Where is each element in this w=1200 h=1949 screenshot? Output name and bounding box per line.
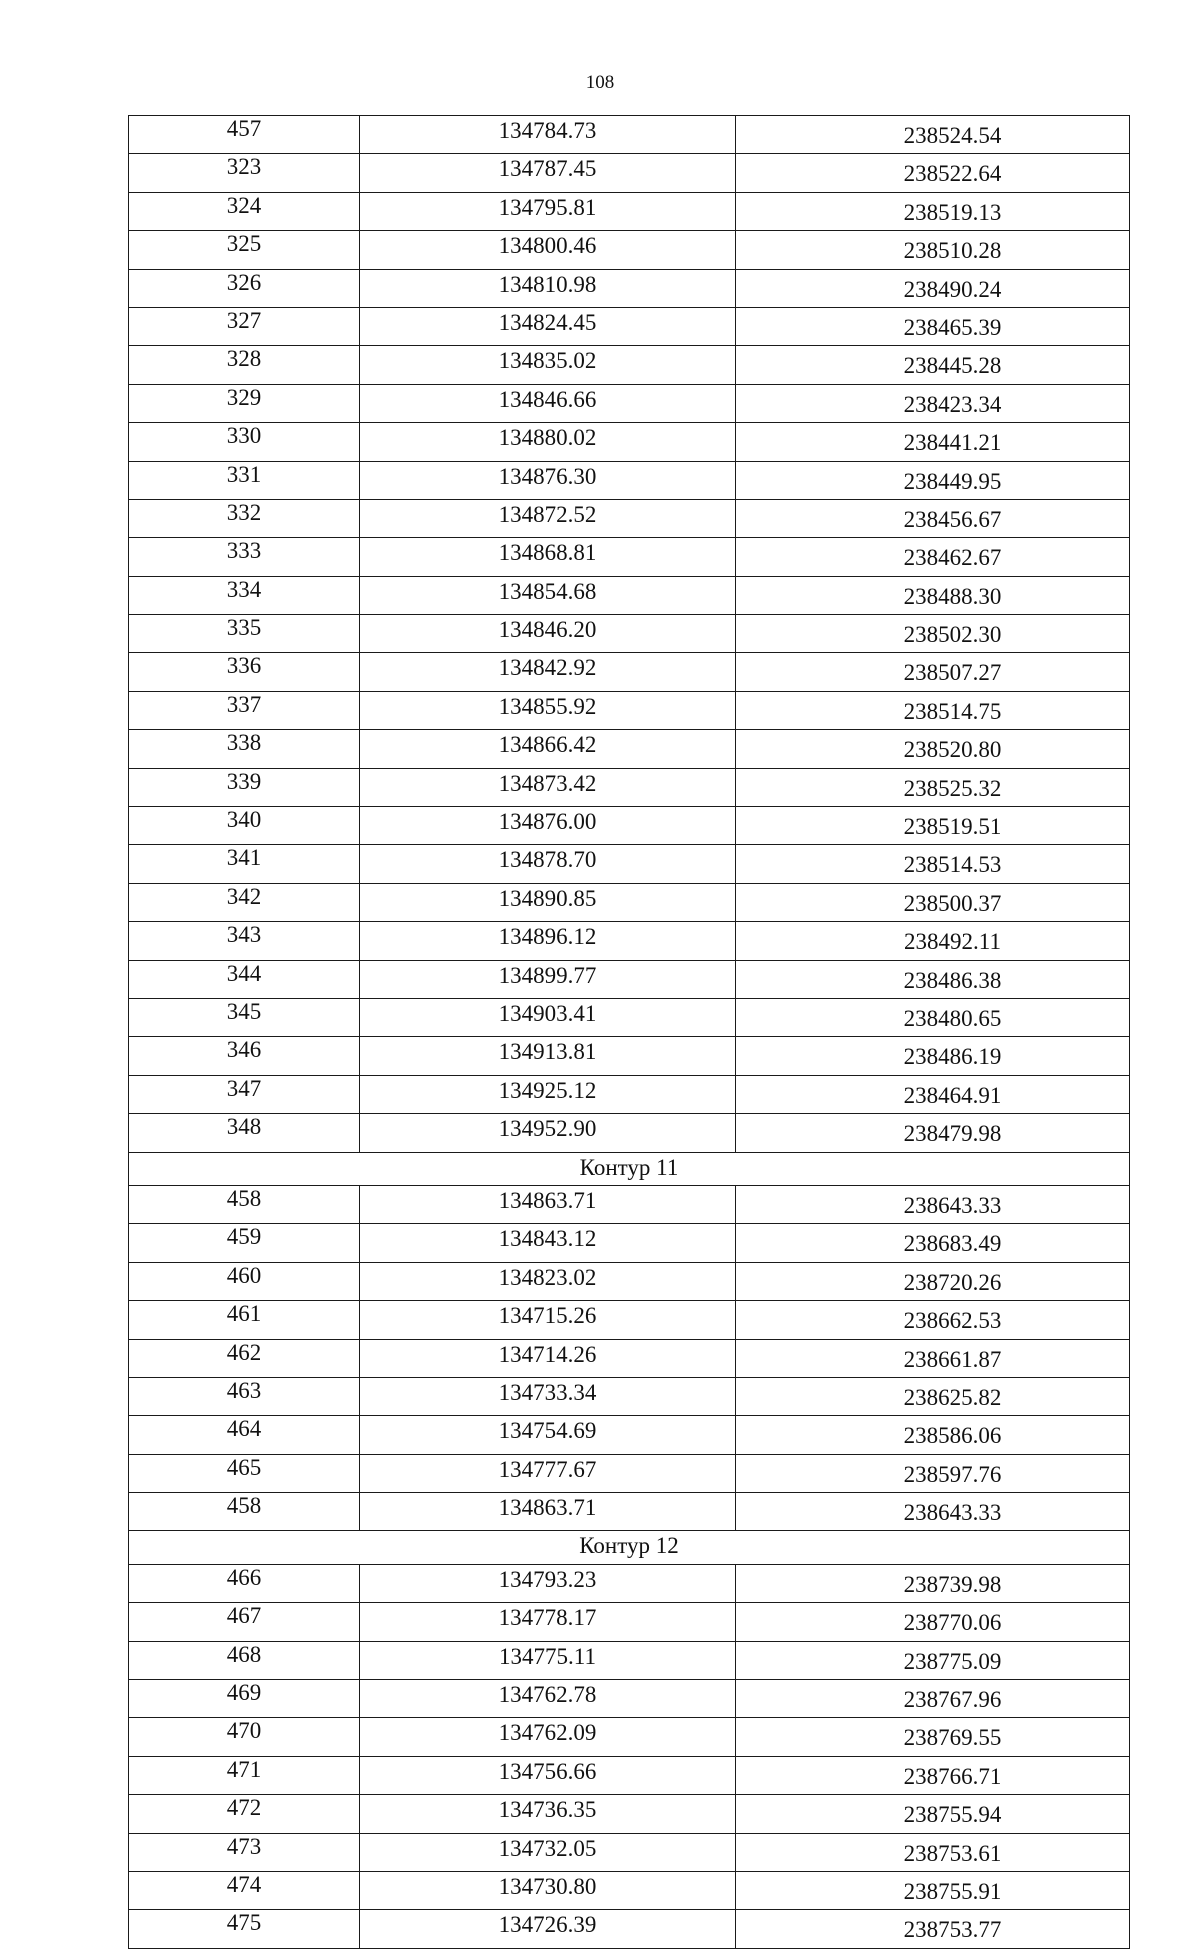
y-coordinate-cell: 238766.71 bbox=[736, 1756, 1130, 1794]
table-row bbox=[129, 1871, 1130, 1909]
y-coordinate-cell: 238514.53 bbox=[736, 845, 1130, 883]
point-number-cell: 458 bbox=[129, 1185, 360, 1223]
point-number-cell: 347 bbox=[129, 1075, 360, 1113]
table-row bbox=[129, 845, 1130, 883]
table-row bbox=[129, 576, 1130, 614]
y-coordinate-cell: 238769.55 bbox=[736, 1718, 1130, 1756]
y-coordinate-cell: 238456.67 bbox=[736, 499, 1130, 537]
point-number-cell: 471 bbox=[129, 1756, 360, 1794]
point-number-cell: 333 bbox=[129, 538, 360, 576]
table-row bbox=[129, 1037, 1130, 1075]
x-coordinate-cell: 134762.09 bbox=[360, 1718, 736, 1756]
point-number-cell: 339 bbox=[129, 768, 360, 806]
y-coordinate-cell: 238510.28 bbox=[736, 231, 1130, 269]
x-coordinate-cell: 134810.98 bbox=[360, 269, 736, 307]
x-coordinate-cell: 134896.12 bbox=[360, 922, 736, 960]
y-coordinate-cell: 238479.98 bbox=[736, 1114, 1130, 1152]
x-coordinate-cell: 134854.68 bbox=[360, 576, 736, 614]
x-coordinate-cell: 134800.46 bbox=[360, 231, 736, 269]
table-row bbox=[129, 1910, 1130, 1948]
y-coordinate-cell: 238525.32 bbox=[736, 768, 1130, 806]
x-coordinate-cell: 134784.73 bbox=[360, 116, 736, 154]
table-row bbox=[129, 384, 1130, 422]
x-coordinate-cell: 134823.02 bbox=[360, 1262, 736, 1300]
x-coordinate-cell: 134863.71 bbox=[360, 1493, 736, 1531]
y-coordinate-cell: 238520.80 bbox=[736, 730, 1130, 768]
y-coordinate-cell: 238775.09 bbox=[736, 1641, 1130, 1679]
y-coordinate-cell: 238643.33 bbox=[736, 1185, 1130, 1223]
table-row bbox=[129, 1795, 1130, 1833]
x-coordinate-cell: 134925.12 bbox=[360, 1075, 736, 1113]
point-number-cell: 468 bbox=[129, 1641, 360, 1679]
y-coordinate-cell: 238597.76 bbox=[736, 1454, 1130, 1492]
table-row bbox=[129, 1377, 1130, 1415]
point-number-cell: 460 bbox=[129, 1262, 360, 1300]
x-coordinate-cell: 134855.92 bbox=[360, 691, 736, 729]
x-coordinate-cell: 134866.42 bbox=[360, 730, 736, 768]
page-number: 108 bbox=[585, 72, 615, 93]
x-coordinate-cell: 134913.81 bbox=[360, 1037, 736, 1075]
point-number-cell: 328 bbox=[129, 346, 360, 384]
point-number-cell: 466 bbox=[129, 1564, 360, 1602]
y-coordinate-cell: 238753.61 bbox=[736, 1833, 1130, 1871]
table-row bbox=[129, 499, 1130, 537]
point-number-cell: 337 bbox=[129, 691, 360, 729]
x-coordinate-cell: 134736.35 bbox=[360, 1795, 736, 1833]
x-coordinate-cell: 134899.77 bbox=[360, 960, 736, 998]
y-coordinate-cell: 238755.94 bbox=[736, 1795, 1130, 1833]
x-coordinate-cell: 134846.20 bbox=[360, 615, 736, 653]
table-row bbox=[129, 116, 1130, 154]
y-coordinate-cell: 238767.96 bbox=[736, 1680, 1130, 1718]
table-row bbox=[129, 768, 1130, 806]
x-coordinate-cell: 134787.45 bbox=[360, 154, 736, 192]
x-coordinate-cell: 134726.39 bbox=[360, 1910, 736, 1948]
point-number-cell: 462 bbox=[129, 1339, 360, 1377]
table-row bbox=[129, 1680, 1130, 1718]
y-coordinate-cell: 238662.53 bbox=[736, 1301, 1130, 1339]
y-coordinate-cell: 238720.26 bbox=[736, 1262, 1130, 1300]
point-number-cell: 464 bbox=[129, 1416, 360, 1454]
x-coordinate-cell: 134872.52 bbox=[360, 499, 736, 537]
table-row bbox=[129, 998, 1130, 1036]
point-number-cell: 459 bbox=[129, 1224, 360, 1262]
x-coordinate-cell: 134714.26 bbox=[360, 1339, 736, 1377]
x-coordinate-cell: 134778.17 bbox=[360, 1603, 736, 1641]
point-number-cell: 461 bbox=[129, 1301, 360, 1339]
point-number-cell: 345 bbox=[129, 998, 360, 1036]
y-coordinate-cell: 238490.24 bbox=[736, 269, 1130, 307]
x-coordinate-cell: 134795.81 bbox=[360, 192, 736, 230]
x-coordinate-cell: 134777.67 bbox=[360, 1454, 736, 1492]
table-row bbox=[129, 691, 1130, 729]
x-coordinate-cell: 134732.05 bbox=[360, 1833, 736, 1871]
section-label: Контур 11 bbox=[129, 1152, 1130, 1185]
y-coordinate-cell: 238770.06 bbox=[736, 1603, 1130, 1641]
y-coordinate-cell: 238492.11 bbox=[736, 922, 1130, 960]
y-coordinate-cell: 238465.39 bbox=[736, 307, 1130, 345]
x-coordinate-cell: 134890.85 bbox=[360, 883, 736, 921]
x-coordinate-cell: 134842.92 bbox=[360, 653, 736, 691]
y-coordinate-cell: 238753.77 bbox=[736, 1910, 1130, 1948]
table-row bbox=[129, 307, 1130, 345]
table-row bbox=[129, 1641, 1130, 1679]
point-number-cell: 340 bbox=[129, 807, 360, 845]
y-coordinate-cell: 238423.34 bbox=[736, 384, 1130, 422]
point-number-cell: 329 bbox=[129, 384, 360, 422]
x-coordinate-cell: 134793.23 bbox=[360, 1564, 736, 1602]
table-row bbox=[129, 730, 1130, 768]
point-number-cell: 325 bbox=[129, 231, 360, 269]
point-number-cell: 467 bbox=[129, 1603, 360, 1641]
x-coordinate-cell: 134756.66 bbox=[360, 1756, 736, 1794]
y-coordinate-cell: 238755.91 bbox=[736, 1871, 1130, 1909]
table-row bbox=[129, 423, 1130, 461]
table-row bbox=[129, 1339, 1130, 1377]
table-row bbox=[129, 346, 1130, 384]
point-number-cell: 344 bbox=[129, 960, 360, 998]
x-coordinate-cell: 134835.02 bbox=[360, 346, 736, 384]
y-coordinate-cell: 238739.98 bbox=[736, 1564, 1130, 1602]
y-coordinate-cell: 238500.37 bbox=[736, 883, 1130, 921]
table-row bbox=[129, 1493, 1130, 1531]
section-row bbox=[129, 1152, 1130, 1185]
point-number-cell: 332 bbox=[129, 499, 360, 537]
point-number-cell: 324 bbox=[129, 192, 360, 230]
y-coordinate-cell: 238462.67 bbox=[736, 538, 1130, 576]
x-coordinate-cell: 134846.66 bbox=[360, 384, 736, 422]
y-coordinate-cell: 238519.51 bbox=[736, 807, 1130, 845]
table-row bbox=[129, 1603, 1130, 1641]
x-coordinate-cell: 134733.34 bbox=[360, 1377, 736, 1415]
y-coordinate-cell: 238486.38 bbox=[736, 960, 1130, 998]
x-coordinate-cell: 134880.02 bbox=[360, 423, 736, 461]
table-row bbox=[129, 1718, 1130, 1756]
point-number-cell: 472 bbox=[129, 1795, 360, 1833]
y-coordinate-cell: 238488.30 bbox=[736, 576, 1130, 614]
table-row bbox=[129, 1756, 1130, 1794]
table-row bbox=[129, 653, 1130, 691]
point-number-cell: 338 bbox=[129, 730, 360, 768]
table-row bbox=[129, 1114, 1130, 1152]
table-row bbox=[129, 1454, 1130, 1492]
point-number-cell: 336 bbox=[129, 653, 360, 691]
table-row bbox=[129, 1262, 1130, 1300]
table-row bbox=[129, 269, 1130, 307]
x-coordinate-cell: 134952.90 bbox=[360, 1114, 736, 1152]
x-coordinate-cell: 134876.30 bbox=[360, 461, 736, 499]
table-row bbox=[129, 1833, 1130, 1871]
point-number-cell: 475 bbox=[129, 1910, 360, 1948]
x-coordinate-cell: 134868.81 bbox=[360, 538, 736, 576]
y-coordinate-cell: 238522.64 bbox=[736, 154, 1130, 192]
point-number-cell: 458 bbox=[129, 1493, 360, 1531]
y-coordinate-cell: 238683.49 bbox=[736, 1224, 1130, 1262]
point-number-cell: 346 bbox=[129, 1037, 360, 1075]
x-coordinate-cell: 134715.26 bbox=[360, 1301, 736, 1339]
y-coordinate-cell: 238449.95 bbox=[736, 461, 1130, 499]
section-label: Контур 12 bbox=[129, 1531, 1130, 1564]
x-coordinate-cell: 134873.42 bbox=[360, 768, 736, 806]
y-coordinate-cell: 238661.87 bbox=[736, 1339, 1130, 1377]
y-coordinate-cell: 238514.75 bbox=[736, 691, 1130, 729]
x-coordinate-cell: 134824.45 bbox=[360, 307, 736, 345]
x-coordinate-cell: 134754.69 bbox=[360, 1416, 736, 1454]
point-number-cell: 326 bbox=[129, 269, 360, 307]
y-coordinate-cell: 238445.28 bbox=[736, 346, 1130, 384]
point-number-cell: 469 bbox=[129, 1680, 360, 1718]
point-number-cell: 342 bbox=[129, 883, 360, 921]
x-coordinate-cell: 134730.80 bbox=[360, 1871, 736, 1909]
point-number-cell: 323 bbox=[129, 154, 360, 192]
table-row bbox=[129, 1075, 1130, 1113]
table-row bbox=[129, 461, 1130, 499]
table-row bbox=[129, 883, 1130, 921]
y-coordinate-cell: 238524.54 bbox=[736, 116, 1130, 154]
table-row bbox=[129, 1301, 1130, 1339]
table-row bbox=[129, 192, 1130, 230]
y-coordinate-cell: 238480.65 bbox=[736, 998, 1130, 1036]
x-coordinate-cell: 134903.41 bbox=[360, 998, 736, 1036]
point-number-cell: 473 bbox=[129, 1833, 360, 1871]
table-row bbox=[129, 1416, 1130, 1454]
point-number-cell: 470 bbox=[129, 1718, 360, 1756]
table-row bbox=[129, 154, 1130, 192]
point-number-cell: 465 bbox=[129, 1454, 360, 1492]
x-coordinate-cell: 134878.70 bbox=[360, 845, 736, 883]
table-row bbox=[129, 538, 1130, 576]
x-coordinate-cell: 134775.11 bbox=[360, 1641, 736, 1679]
table-row bbox=[129, 1224, 1130, 1262]
y-coordinate-cell: 238441.21 bbox=[736, 423, 1130, 461]
x-coordinate-cell: 134762.78 bbox=[360, 1680, 736, 1718]
coordinates-table bbox=[128, 115, 1130, 1949]
point-number-cell: 348 bbox=[129, 1114, 360, 1152]
y-coordinate-cell: 238464.91 bbox=[736, 1075, 1130, 1113]
table-row bbox=[129, 1564, 1130, 1602]
point-number-cell: 474 bbox=[129, 1871, 360, 1909]
coordinates-table-body bbox=[129, 116, 1130, 1949]
x-coordinate-cell: 134876.00 bbox=[360, 807, 736, 845]
point-number-cell: 343 bbox=[129, 922, 360, 960]
y-coordinate-cell: 238502.30 bbox=[736, 615, 1130, 653]
y-coordinate-cell: 238586.06 bbox=[736, 1416, 1130, 1454]
y-coordinate-cell: 238625.82 bbox=[736, 1377, 1130, 1415]
x-coordinate-cell: 134843.12 bbox=[360, 1224, 736, 1262]
point-number-cell: 457 bbox=[129, 116, 360, 154]
point-number-cell: 463 bbox=[129, 1377, 360, 1415]
point-number-cell: 331 bbox=[129, 461, 360, 499]
table-row bbox=[129, 615, 1130, 653]
point-number-cell: 327 bbox=[129, 307, 360, 345]
x-coordinate-cell: 134863.71 bbox=[360, 1185, 736, 1223]
table-row bbox=[129, 231, 1130, 269]
point-number-cell: 330 bbox=[129, 423, 360, 461]
y-coordinate-cell: 238507.27 bbox=[736, 653, 1130, 691]
y-coordinate-cell: 238486.19 bbox=[736, 1037, 1130, 1075]
point-number-cell: 335 bbox=[129, 615, 360, 653]
table-row bbox=[129, 960, 1130, 998]
section-row bbox=[129, 1531, 1130, 1564]
table-row bbox=[129, 1185, 1130, 1223]
point-number-cell: 341 bbox=[129, 845, 360, 883]
table-row bbox=[129, 922, 1130, 960]
point-number-cell: 334 bbox=[129, 576, 360, 614]
table-row bbox=[129, 807, 1130, 845]
y-coordinate-cell: 238519.13 bbox=[736, 192, 1130, 230]
y-coordinate-cell: 238643.33 bbox=[736, 1493, 1130, 1531]
